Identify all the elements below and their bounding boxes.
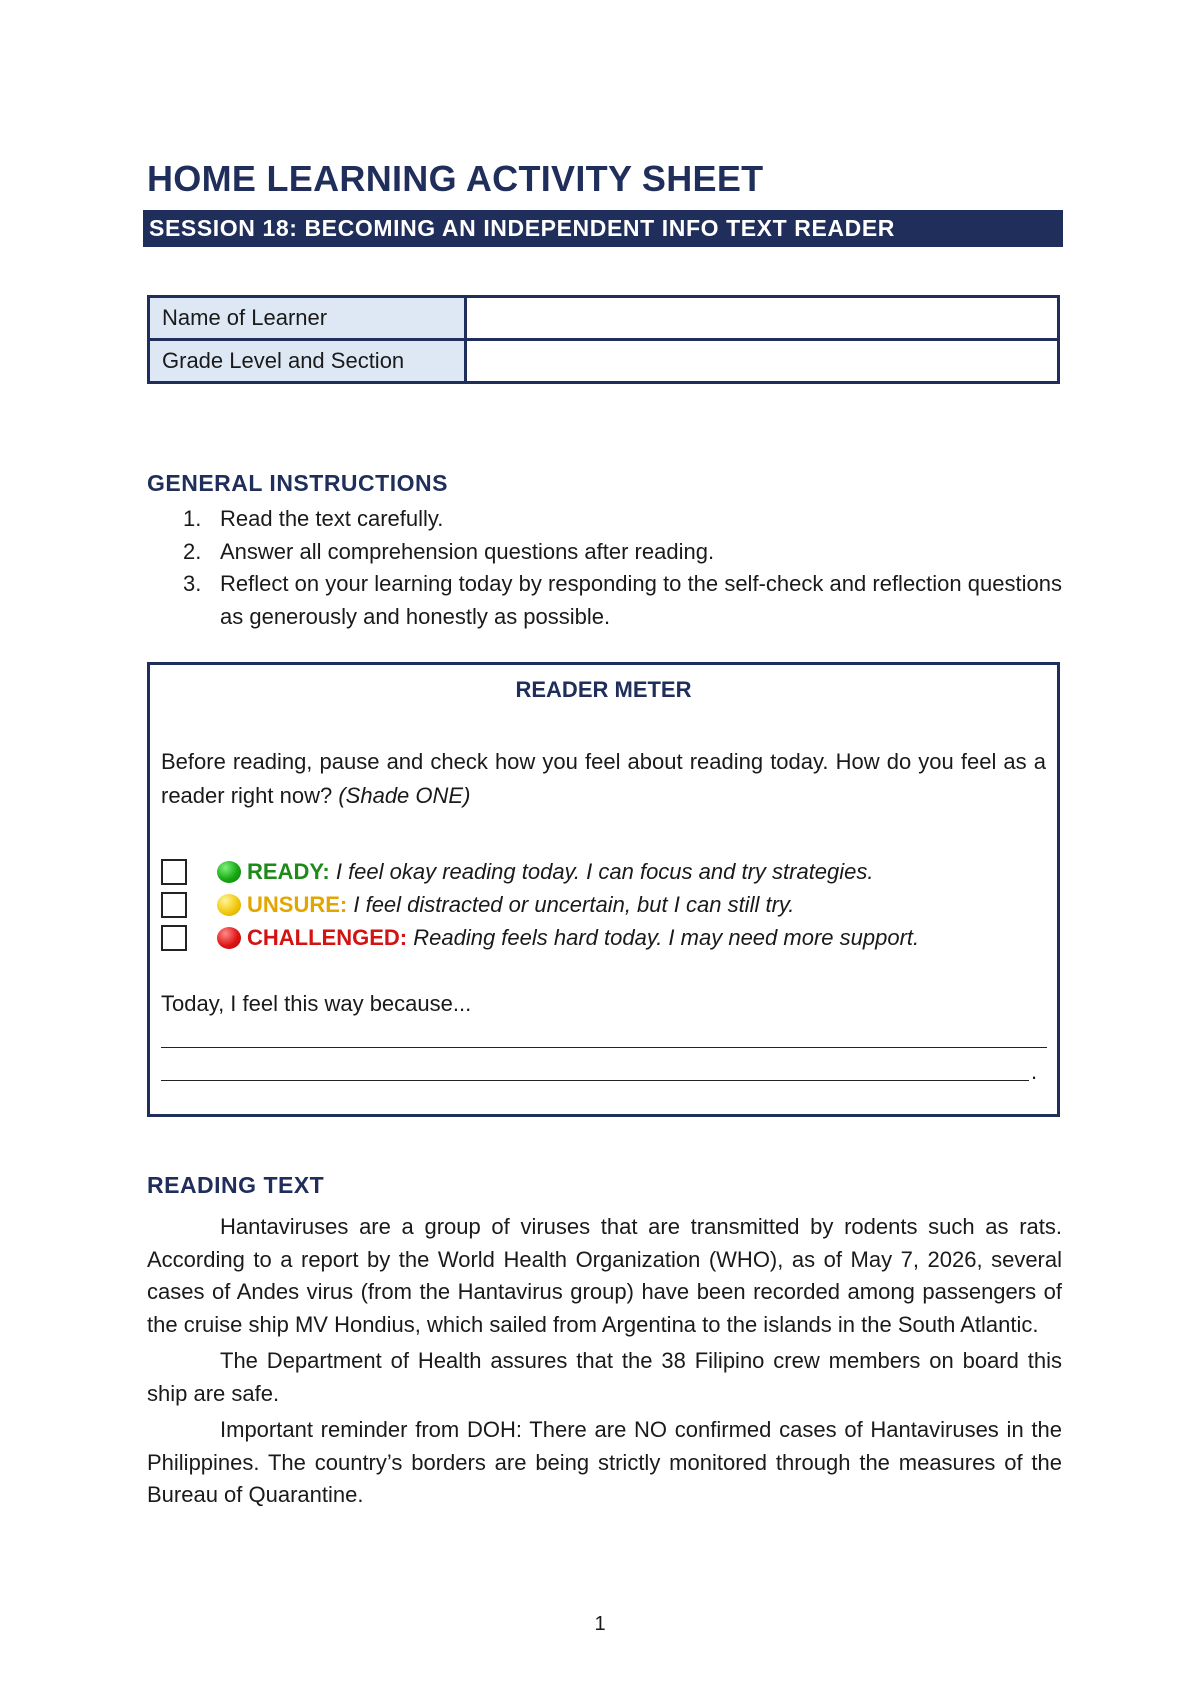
unsure-description: I feel distracted or uncertain, but I can still try. [353, 892, 795, 917]
green-circle-icon [217, 861, 241, 883]
grade-level-section-label: Grade Level and Section [149, 340, 466, 383]
learner-info-table [147, 295, 1060, 384]
reader-meter-prompt [161, 745, 1046, 813]
name-of-learner-label: Name of Learner [149, 297, 466, 340]
document-title: HOME LEARNING ACTIVITY SHEET [147, 158, 764, 199]
ready-description: I feel okay reading today. I can focus and try strategies. [335, 859, 874, 884]
answer-line[interactable] [161, 1047, 1047, 1048]
reading-text-heading: READING TEXT [147, 1172, 325, 1198]
grade-level-section-field[interactable] [466, 340, 1059, 383]
list-item [147, 503, 1062, 536]
prompt-text: Before reading, pause and check how you feel about reading today. How do you feel as a reader right now? [161, 749, 1046, 808]
table-row [149, 340, 1059, 383]
list-number: 3. [183, 571, 202, 596]
table-row [149, 297, 1059, 340]
unsure-checkbox[interactable] [161, 892, 187, 918]
ready-checkbox[interactable] [161, 859, 187, 885]
unsure-label: UNSURE: [247, 892, 348, 917]
reading-paragraph: The Department of Health assures that the 38 Filipino crew members on board this ship are safe. [147, 1348, 1062, 1406]
reader-meter-box [147, 662, 1060, 1117]
list-item [147, 568, 1062, 633]
page-number: 1 [594, 1613, 606, 1635]
option-ready [161, 859, 1041, 889]
general-instructions-heading: GENERAL INSTRUCTIONS [147, 470, 448, 496]
option-unsure [161, 892, 1041, 922]
reading-paragraph: Hantaviruses are a group of viruses that are transmitted by rodents such as rats. According to a report by the World Health Organization (WHO), as of May 7, 2026, several cases of Andes virus (from the Hantavirus group) have been recorded among passengers of the cruise ship MV Hondius, which sailed from Argentina to the islands in the South Atlantic. [147, 1214, 1062, 1337]
reading-text-body [147, 1211, 1062, 1516]
prompt-note: (Shade ONE) [338, 783, 471, 808]
session-banner: SESSION 18: BECOMING AN INDEPENDENT INFO TEXT READER [143, 210, 1063, 247]
because-prompt: Today, I feel this way because... [161, 991, 472, 1016]
challenged-description: Reading feels hard today. I may need more support. [413, 925, 920, 950]
instruction-text: Answer all comprehension questions after reading. [220, 538, 715, 564]
list-number: 2. [183, 538, 202, 564]
challenged-checkbox[interactable] [161, 925, 187, 951]
yellow-circle-icon [217, 894, 241, 916]
red-circle-icon [217, 927, 241, 949]
challenged-label: CHALLENGED: [247, 925, 408, 950]
ready-label: READY: [247, 859, 330, 884]
instructions-list [147, 503, 1062, 633]
list-item [147, 536, 1062, 569]
list-number: 1. [183, 506, 202, 531]
reading-paragraph: Important reminder from DOH: There are NO confirmed cases of Hantaviruses in the Philippines. The country’s borders are being strictly monitored through the measures of the Bureau of Quarantine. [147, 1417, 1062, 1507]
answer-line[interactable] [161, 1080, 1029, 1081]
name-of-learner-field[interactable] [466, 297, 1059, 340]
instruction-text: Read the text carefully. [220, 506, 444, 531]
answer-end-mark: . [1031, 1059, 1038, 1084]
reader-meter-title: READER METER [515, 677, 692, 702]
option-challenged [161, 925, 1041, 955]
instruction-text: Reflect on your learning today by responding to the self-check and reflection questions as generously and honestly as possible. [220, 571, 1062, 629]
